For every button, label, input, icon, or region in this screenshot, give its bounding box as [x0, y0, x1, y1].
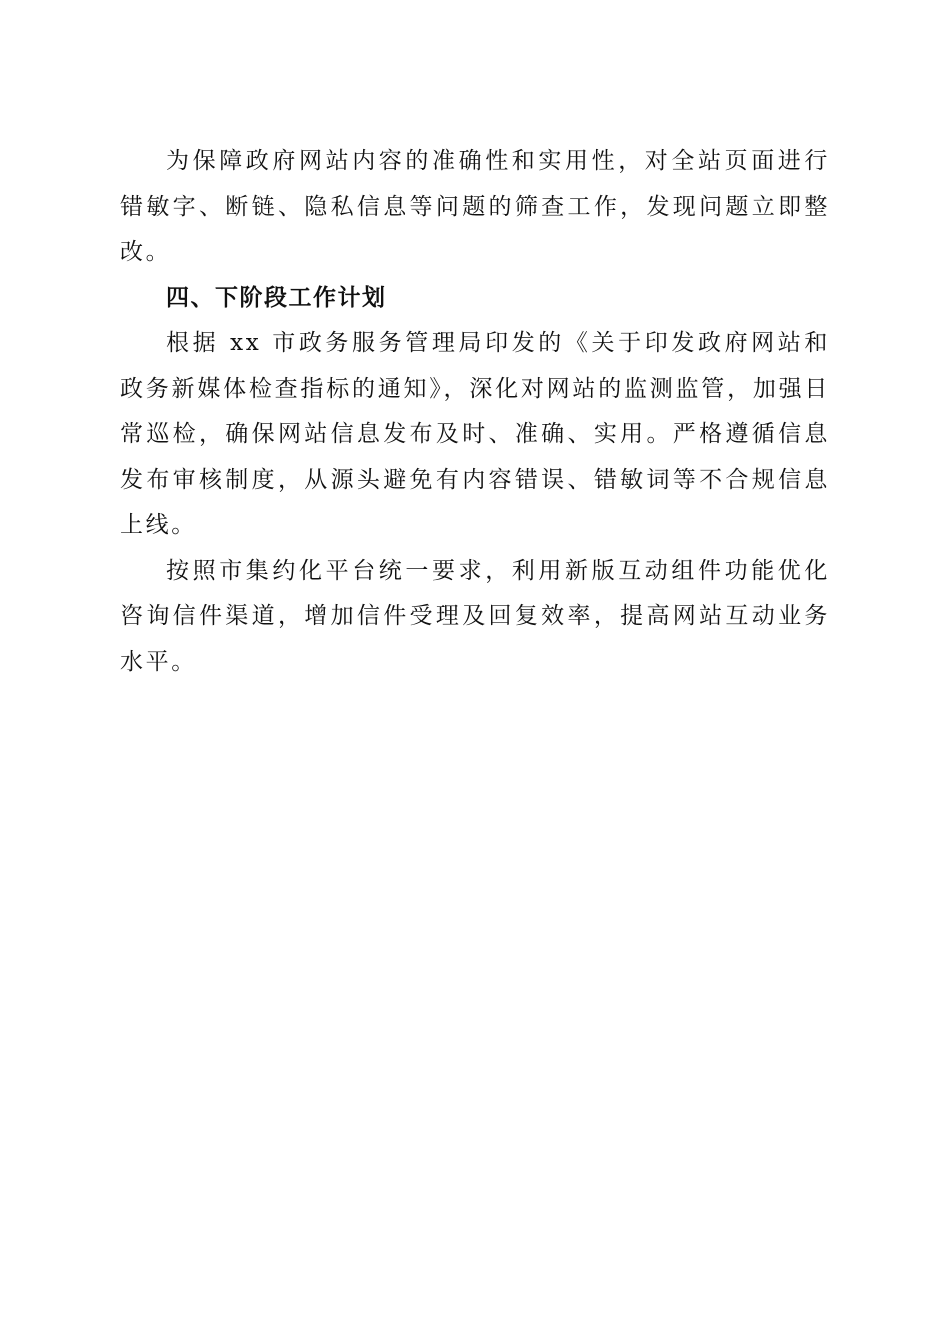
paragraph-interaction-channel: 按照市集约化平台统一要求，利用新版互动组件功能优化咨询信件渠道，增加信件受理及回复效率，提高网站互动业务水平。: [120, 557, 830, 675]
paragraph-website-screening: 为保障政府网站内容的准确性和实用性，对全站页面进行错敏字、断链、隐私信息等问题的筛查工作，发现问题立即整改。: [120, 148, 830, 265]
section-heading-next-stage-plan: 四、下阶段工作计划: [166, 284, 387, 311]
document-body: [120, 139, 830, 685]
paragraph-monitoring-supervision: 根据 xx 市政务服务管理局印发的《关于印发政府网站和政务新媒体检查指标的通知》，深化对网站的监测监管，加强日常巡检，确保网站信息发布及时、准确、实用。严格遵循信息发布审核制度，从源头避免有内容错误、错敏词等不合规信息上线。: [120, 330, 830, 538]
